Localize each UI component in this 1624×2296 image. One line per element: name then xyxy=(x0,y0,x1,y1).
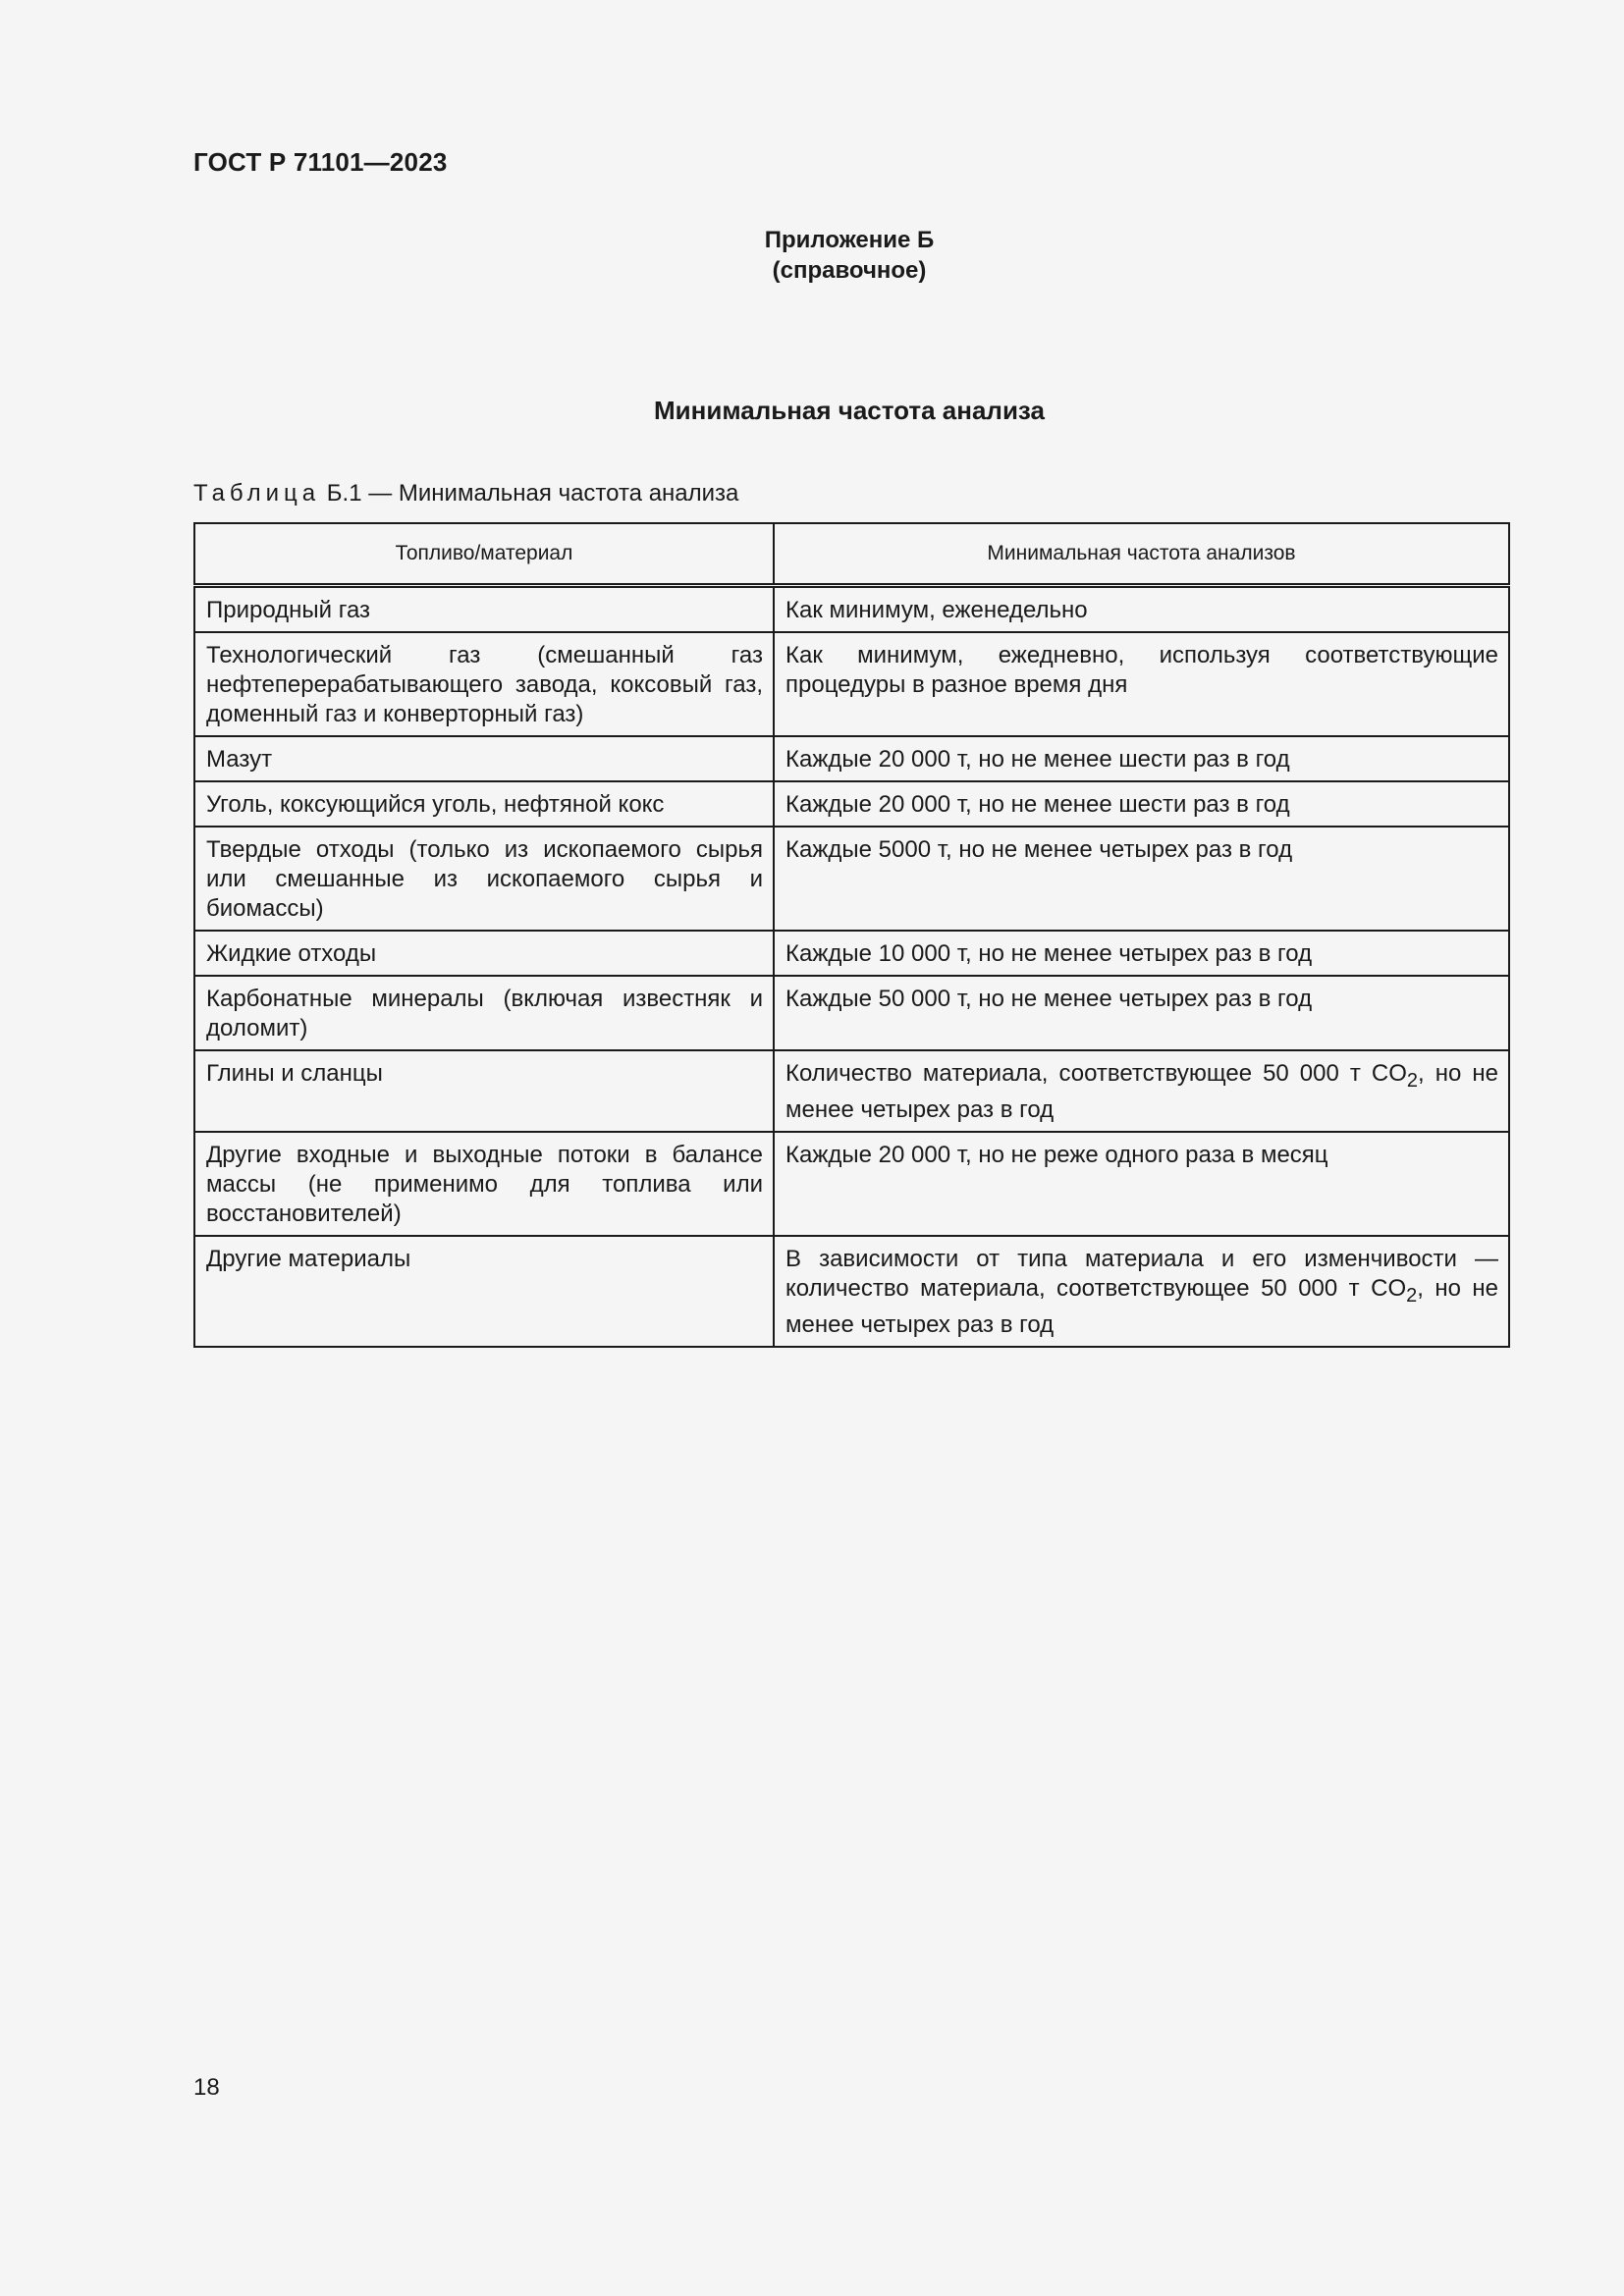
table-row xyxy=(194,736,1509,781)
analysis-frequency-table xyxy=(193,522,1510,1348)
table-row xyxy=(194,976,1509,1050)
frequency-text-part: Количество материала, соответствующее 50 000 т CO xyxy=(785,1060,1407,1087)
cell-frequency xyxy=(774,1236,1509,1347)
frequency-text-part: В зависимости от типа материала и его изменчивости — количество материала, соответствующее 50 000 т CO xyxy=(785,1245,1498,1302)
table-row xyxy=(194,1050,1509,1132)
header-material: Топливо/материал xyxy=(194,523,774,586)
cell-frequency: Как минимум, ежедневно, используя соответствующие процедуры в разное время дня xyxy=(774,632,1509,736)
table-row xyxy=(194,632,1509,736)
appendix-title: Приложение Б xyxy=(764,227,935,253)
frequency-text-part: , но не менее четырех раз в год xyxy=(785,1274,1498,1338)
subscript-two: 2 xyxy=(1406,1069,1419,1092)
cell-frequency: Каждые 20 000 т, но не менее шести раз в год xyxy=(774,736,1509,781)
cell-frequency xyxy=(774,1050,1509,1132)
section-title xyxy=(0,396,1624,426)
cell-frequency: Каждые 5000 т, но не менее четырех раз в год xyxy=(774,827,1509,931)
cell-frequency: Каждые 10 000 т, но не менее четырех раз в год xyxy=(774,931,1509,976)
header-frequency: Минимальная частота анализов xyxy=(774,523,1509,586)
cell-material: Природный газ xyxy=(194,586,774,633)
table-header-row xyxy=(194,523,1509,586)
table-caption xyxy=(193,480,738,507)
cell-material: Технологический газ (смешанный газ нефтеперерабатывающего завода, коксовый газ, доменный газ и конверторный газ) xyxy=(194,632,774,736)
table-caption-title: Б.1 — Минимальная частота анализа xyxy=(326,480,739,507)
table-row xyxy=(194,586,1509,633)
section-title-text: Минимальная частота анализа xyxy=(654,396,1045,425)
table-row xyxy=(194,931,1509,976)
table-row xyxy=(194,781,1509,827)
table-row xyxy=(194,1132,1509,1236)
frequency-text-part: , но не менее четырех раз в год xyxy=(785,1060,1498,1123)
page-number: 18 xyxy=(193,2074,220,2101)
cell-material: Другие входные и выходные потоки в балансе массы (не применимо для топлива или восстановителей) xyxy=(194,1132,774,1236)
cell-material: Уголь, коксующийся уголь, нефтяной кокс xyxy=(194,781,774,827)
cell-frequency: Каждые 20 000 т, но не реже одного раза в месяц xyxy=(774,1132,1509,1236)
cell-material: Жидкие отходы xyxy=(194,931,774,976)
cell-frequency: Каждые 20 000 т, но не менее шести раз в год xyxy=(774,781,1509,827)
document-code: ГОСТ Р 71101—2023 xyxy=(193,147,448,177)
subscript-two: 2 xyxy=(1406,1284,1418,1307)
appendix-heading xyxy=(0,225,1624,286)
cell-material: Другие материалы xyxy=(194,1236,774,1347)
appendix-subtitle: (справочное) xyxy=(772,257,927,284)
cell-material: Твердые отходы (только из ископаемого сырья или смешанные из ископаемого сырья и биомассы) xyxy=(194,827,774,931)
table-row xyxy=(194,1236,1509,1347)
cell-frequency: Каждые 50 000 т, но не менее четырех раз в год xyxy=(774,976,1509,1050)
cell-material: Глины и сланцы xyxy=(194,1050,774,1132)
table-row xyxy=(194,827,1509,931)
table-caption-prefix: Таблица xyxy=(193,480,321,507)
cell-material: Мазут xyxy=(194,736,774,781)
cell-material: Карбонатные минералы (включая известняк и доломит) xyxy=(194,976,774,1050)
cell-frequency: Как минимум, еженедельно xyxy=(774,586,1509,633)
